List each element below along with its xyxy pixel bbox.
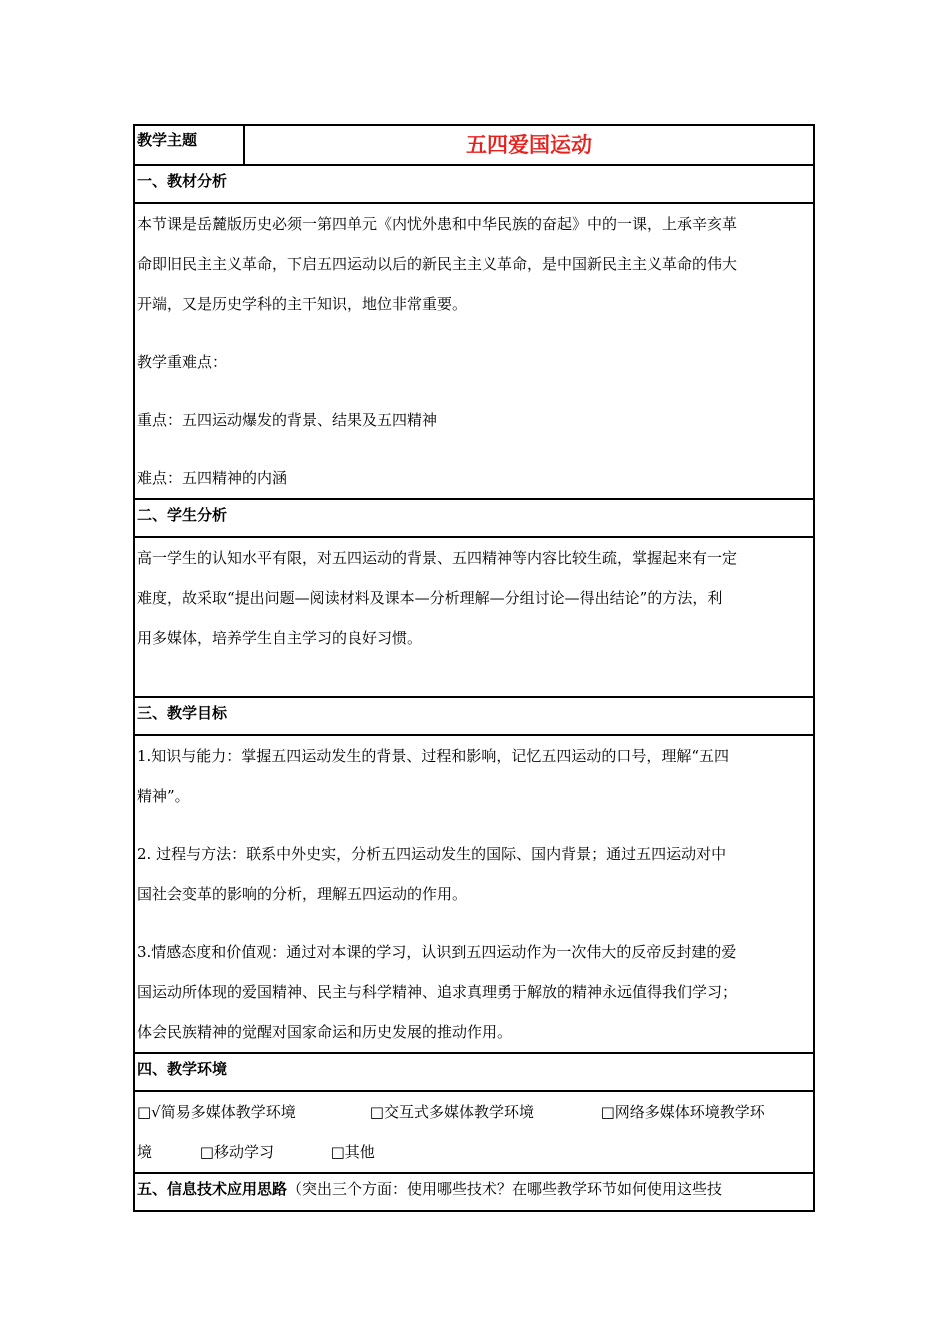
env-option-network-multimedia-cont: 境 bbox=[137, 1143, 153, 1161]
difficulty-point: 难点：五四精神的内涵 bbox=[137, 469, 288, 487]
goal-line: 1.知识与能力：掌握五四运动发生的背景、过程和影响，记忆五四运动的口号，理解“五四 bbox=[137, 747, 729, 765]
topic-row bbox=[134, 125, 814, 165]
keypoints-label: 教学重难点： bbox=[137, 353, 228, 371]
section-3-body bbox=[134, 735, 814, 1053]
section-4-heading-row bbox=[134, 1053, 814, 1091]
goal-line: 国运动所体现的爱国精神、民主与科学精神、追求真理勇于解放的精神永远值得我们学习； bbox=[137, 983, 738, 1001]
env-option-network-multimedia: □网络多媒体环境教学环 bbox=[600, 1103, 765, 1121]
paragraph-line: 高一学生的认知水平有限，对五四运动的背景、五四精神等内容比较生疏，掌握起来有一定 bbox=[137, 549, 738, 567]
section-5-heading: 五、信息技术应用思路 bbox=[137, 1180, 288, 1198]
paragraph-line: 开端，又是历史学科的主干知识，地位非常重要。 bbox=[137, 295, 468, 313]
section-1-heading-row bbox=[134, 165, 814, 203]
topic-label: 教学主题 bbox=[134, 125, 244, 165]
section-1-body-row bbox=[134, 203, 814, 499]
lesson-plan-table bbox=[133, 124, 815, 1212]
section-5-note: （突出三个方面：使用哪些技术？在哪些教学环节如何使用这些技 bbox=[287, 1180, 723, 1198]
goal-line: 2. 过程与方法：联系中外史实，分析五四运动发生的国际、国内背景；通过五四运动对中 bbox=[137, 845, 727, 863]
env-option-simple-multimedia: □√简易多媒体教学环境 bbox=[137, 1103, 296, 1121]
paragraph-line: 本节课是岳麓版历史必须一第四单元《内忧外患和中华民族的奋起》中的一课，上承辛亥革 bbox=[137, 215, 738, 233]
section-4-body bbox=[134, 1091, 814, 1173]
section-4-body-row bbox=[134, 1091, 814, 1173]
section-3-body-row bbox=[134, 735, 814, 1053]
paragraph-line: 难度，故采取“提出问题—阅读材料及课本—分析理解—分组讨论—得出结论”的方法，利 bbox=[137, 589, 723, 607]
paragraph-line: 用多媒体，培养学生自主学习的良好习惯。 bbox=[137, 629, 423, 647]
goal-line: 体会民族精神的觉醒对国家命运和历史发展的推动作用。 bbox=[137, 1023, 513, 1041]
section-2-heading: 二、学生分析 bbox=[134, 499, 814, 537]
section-2-body bbox=[134, 537, 814, 697]
goal-line: 精神”。 bbox=[137, 787, 190, 805]
section-3-heading-row bbox=[134, 697, 814, 735]
env-option-other: □其他 bbox=[330, 1143, 375, 1161]
section-1-heading: 一、教材分析 bbox=[134, 165, 814, 203]
lesson-plan-document bbox=[133, 124, 813, 1212]
section-4-heading: 四、教学环境 bbox=[134, 1053, 814, 1091]
section-5-heading-cell bbox=[134, 1173, 814, 1211]
lesson-title: 五四爱国运动 bbox=[244, 125, 814, 165]
focus-point: 重点：五四运动爆发的背景、结果及五四精神 bbox=[137, 411, 438, 429]
section-3-heading: 三、教学目标 bbox=[134, 697, 814, 735]
goal-line: 国社会变革的影响的分析，理解五四运动的作用。 bbox=[137, 885, 468, 903]
goal-line: 3.情感态度和价值观：通过对本课的学习，认识到五四运动作为一次伟大的反帝反封建的爱 bbox=[137, 943, 737, 961]
section-2-body-row bbox=[134, 537, 814, 697]
paragraph-line: 命即旧民主主义革命，下启五四运动以后的新民主主义革命，是中国新民主主义革命的伟大 bbox=[137, 255, 738, 273]
section-1-body bbox=[134, 203, 814, 499]
env-option-mobile-learning: □移动学习 bbox=[199, 1143, 274, 1161]
section-2-heading-row bbox=[134, 499, 814, 537]
env-option-interactive-multimedia: □交互式多媒体教学环境 bbox=[369, 1103, 534, 1121]
section-5-heading-row bbox=[134, 1173, 814, 1211]
